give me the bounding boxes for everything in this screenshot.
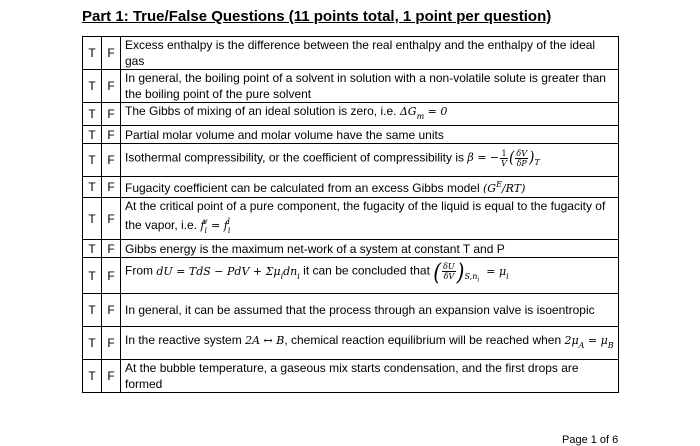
question-text: Gibbs energy is the maximum net-work of a system at constant T and P (121, 240, 619, 258)
question-text: Partial molar volume and molar volume have the same units (121, 126, 619, 144)
true-option[interactable]: T (83, 327, 102, 360)
true-option[interactable]: T (83, 198, 102, 240)
question-text: At the bubble temperature, a gaseous mix starts condensation, and the first drops are formed (121, 360, 619, 393)
question-cell (121, 258, 619, 294)
question-cell (121, 327, 619, 360)
compressibility-formula: β = − $\frac{1}{V}$ ( $\frac{\delta V}{\delta P}$ )$_T$ (467, 148, 540, 168)
section-heading: Part 1: True/False Questions (11 points total, 1 point per question) (82, 8, 552, 25)
question-row (83, 240, 619, 258)
question-row (83, 258, 619, 294)
question-text: In general, it can be assumed that the process through an expansion valve is isoentropic (121, 294, 619, 327)
question-text: Isothermal compressibility, or the coefficient of compressibility is (125, 150, 465, 165)
page-number: Page 1 of 6 (562, 434, 619, 446)
false-option[interactable]: F (102, 327, 121, 360)
false-option[interactable]: F (102, 294, 121, 327)
false-option[interactable]: F (102, 240, 121, 258)
partial-derivative-formula: ( $\frac{\delta U}{\delta V}$ )$_{S,n_i} = \mu_i$ (433, 258, 509, 286)
question-text: In general, the boiling point of a solvent in solution with a non-volatile solute is greater than the boiling point of the pure solvent (121, 70, 619, 103)
question-row (83, 198, 619, 240)
false-option[interactable]: F (102, 37, 121, 70)
true-option[interactable]: T (83, 103, 102, 126)
true-option[interactable]: T (83, 240, 102, 258)
false-option[interactable]: F (102, 177, 121, 198)
question-cell (121, 144, 619, 177)
question-row (83, 327, 619, 360)
reaction-formula: 2A ↔ B (245, 334, 285, 347)
false-option[interactable]: F (102, 126, 121, 144)
excess-gibbs-formula: $(G^E/RT)$ (482, 180, 526, 195)
question-row (83, 126, 619, 144)
question-row (83, 360, 619, 393)
false-option[interactable]: F (102, 360, 121, 393)
gibbs-mixing-formula: $\Delta G_m = 0$ (399, 105, 448, 121)
false-option[interactable]: F (102, 103, 121, 126)
question-text: From (125, 263, 153, 278)
true-option[interactable]: T (83, 70, 102, 103)
equilibrium-formula: $2\mu_A = \mu_B$ (564, 334, 614, 350)
question-row (83, 103, 619, 126)
question-text-continued: , chemical reaction equilibrium will be reached when (284, 333, 562, 347)
true-option[interactable]: T (83, 144, 102, 177)
true-option[interactable]: T (83, 126, 102, 144)
question-text: Fugacity coefficient can be calculated from an excess Gibbs model (125, 181, 480, 195)
question-row (83, 37, 619, 70)
false-option[interactable]: F (102, 70, 121, 103)
question-text: Excess enthalpy is the difference between the real enthalpy and the enthalpy of the ideal gas (121, 37, 619, 70)
true-option[interactable]: T (83, 37, 102, 70)
question-text-continued: it can be concluded that (303, 263, 430, 278)
question-text: In the reactive system (125, 333, 242, 347)
true-option[interactable]: T (83, 258, 102, 294)
true-option[interactable]: T (83, 360, 102, 393)
question-row (83, 144, 619, 177)
question-cell (121, 177, 619, 198)
true-false-table (82, 36, 619, 393)
question-cell (121, 198, 619, 240)
true-option[interactable]: T (83, 294, 102, 327)
fugacity-formula: $f_i^v = f_i^l$ (200, 217, 231, 235)
question-row (83, 70, 619, 103)
question-text: The Gibbs of mixing of an ideal solution is zero, i.e. (125, 104, 397, 118)
false-option[interactable]: F (102, 258, 121, 294)
false-option[interactable]: F (102, 144, 121, 177)
question-cell (121, 103, 619, 126)
false-option[interactable]: F (102, 198, 121, 240)
question-row (83, 177, 619, 198)
question-row (83, 294, 619, 327)
question-text: At the critical point of a pure component, the fugacity of the liquid is equal to the fugacity of the vapor, i.e. (125, 199, 606, 232)
energy-balance-formula: dU = TdS − PdV + $\Sigma\mu_idn_i$ (156, 264, 300, 281)
true-option[interactable]: T (83, 177, 102, 198)
